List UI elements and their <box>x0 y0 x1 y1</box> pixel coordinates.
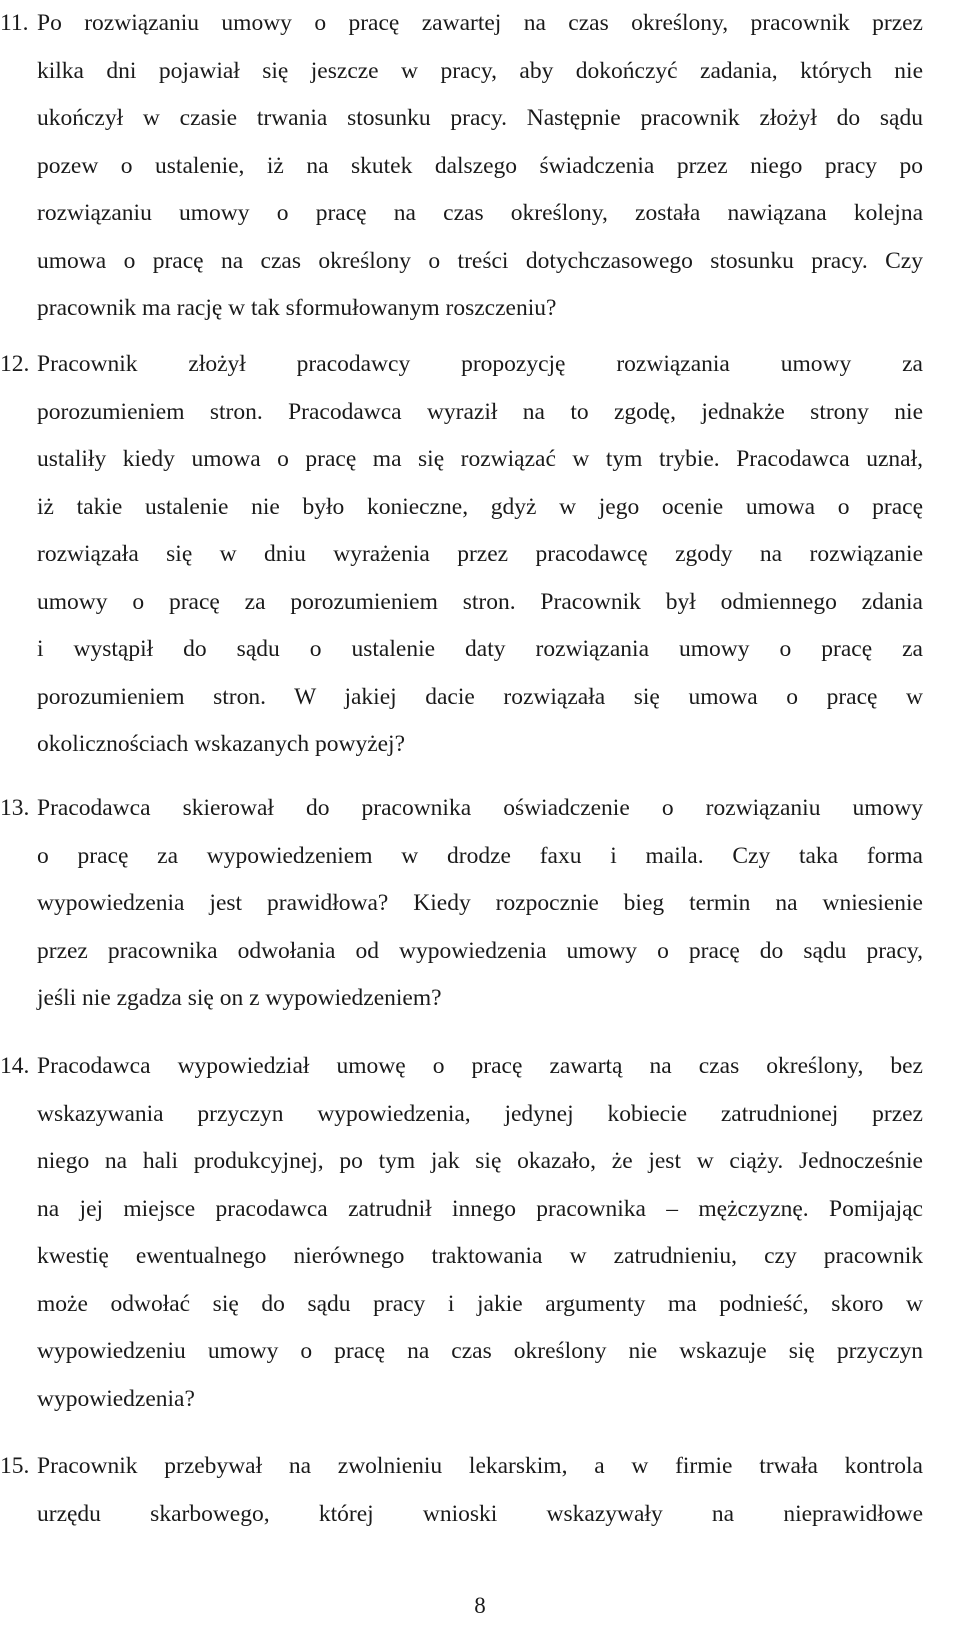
question-number: 11. <box>0 10 29 36</box>
text-line: umowy o pracę za porozumieniem stron. Pracownik był odmiennego zdania <box>37 588 923 615</box>
question-text <box>37 0 923 333</box>
question-text <box>37 785 923 1023</box>
text-line: porozumieniem stron. W jakiej dacie rozwiązała się umowa o pracę w <box>37 683 923 710</box>
text-line: ustaliły kiedy umowa o pracę ma się rozwiązać w tym trybie. Pracodawca uznał, <box>37 446 923 472</box>
text-line: porozumieniem stron. Pracodawca wyraził na to zgodę, jednakże strony nie <box>37 398 923 425</box>
text-line: niego na hali produkcyjnej, po tym jak się okazało, że jest w ciąży. Jednocześnie <box>37 1148 923 1174</box>
question-text <box>37 341 923 769</box>
text-line: iż takie ustalenie nie było konieczne, gdyż w jego ocenie umowa o pracę <box>37 493 923 520</box>
text-line: kilka dni pojawiał się jeszcze w pracy, aby dokończyć zadania, których nie <box>37 57 923 84</box>
question-number: 14. <box>0 1053 30 1079</box>
question-14 <box>0 1043 960 1423</box>
text-line: Pracodawca wypowiedział umowę o pracę zawartą na czas określony, bez <box>37 1053 923 1079</box>
text-line: pracownik ma rację w tak sformułowanym roszczeniu? <box>37 295 557 321</box>
text-line: kwestię ewentualnego nierównego traktowania w zatrudnieniu, czy pracownik <box>37 1243 923 1269</box>
text-line: Pracodawca skierował do pracownika oświadczenie o rozwiązaniu umowy <box>37 795 923 821</box>
question-number: 13. <box>0 795 30 821</box>
text-line: o pracę za wypowiedzeniem w drodze faxu i maila. Czy taka forma <box>37 842 923 869</box>
text-line: rozwiązała się w dniu wyrażenia przez pracodawcę zgody na rozwiązanie <box>37 541 923 567</box>
text-line: urzędu skarbowego, której wnioski wskazywały na nieprawidłowe <box>37 1500 923 1527</box>
text-line: Pracownik złożył pracodawcy propozycję rozwiązania umowy za <box>37 351 923 377</box>
text-line: pozew o ustalenie, iż na skutek dalszego świadczenia przez niego pracy po <box>37 152 923 179</box>
question-number: 15. <box>0 1453 30 1479</box>
question-text <box>37 1443 923 1538</box>
question-number: 12. <box>0 351 30 377</box>
text-line: wskazywania przyczyn wypowiedzenia, jedynej kobiecie zatrudnionej przez <box>37 1100 923 1127</box>
text-line: i wystąpił do sądu o ustalenie daty rozwiązania umowy o pracę za <box>37 636 923 662</box>
text-line: wypowiedzenia jest prawidłowa? Kiedy rozpocznie bieg termin na wniesienie <box>37 890 923 916</box>
text-line: ukończył w czasie trwania stosunku pracy. Następnie pracownik złożył do sądu <box>37 105 923 131</box>
question-text <box>37 1043 923 1423</box>
text-line: wypowiedzenia? <box>37 1385 195 1412</box>
question-11 <box>0 0 960 333</box>
text-line: jeśli nie zgadza się on z wypowiedzeniem? <box>37 985 442 1011</box>
text-line: Po rozwiązaniu umowy o pracę zawartej na czas określony, pracownik przez <box>37 10 923 36</box>
text-line: Pracownik przebywał na zwolnieniu lekarskim, a w firmie trwała kontrola <box>37 1453 923 1479</box>
text-line: wypowiedzeniu umowy o pracę na czas określony nie wskazuje się przyczyn <box>37 1338 923 1364</box>
question-15 <box>0 1443 960 1538</box>
text-line: przez pracownika odwołania od wypowiedzenia umowy o pracę do sądu pracy, <box>37 937 923 964</box>
text-line: na jej miejsce pracodawca zatrudnił innego pracownika – mężczyznę. Pomijając <box>37 1195 923 1222</box>
text-line: umowa o pracę na czas określony o treści dotychczasowego stosunku pracy. Czy <box>37 247 923 274</box>
question-13 <box>0 785 960 1023</box>
text-line: rozwiązaniu umowy o pracę na czas określony, została nawiązana kolejna <box>37 200 923 226</box>
page-number: 8 <box>474 1593 486 1618</box>
question-12 <box>0 341 960 769</box>
text-line: okolicznościach wskazanych powyżej? <box>37 731 406 757</box>
text-line: może odwołać się do sądu pracy i jakie argumenty ma podnieść, skoro w <box>37 1290 923 1317</box>
